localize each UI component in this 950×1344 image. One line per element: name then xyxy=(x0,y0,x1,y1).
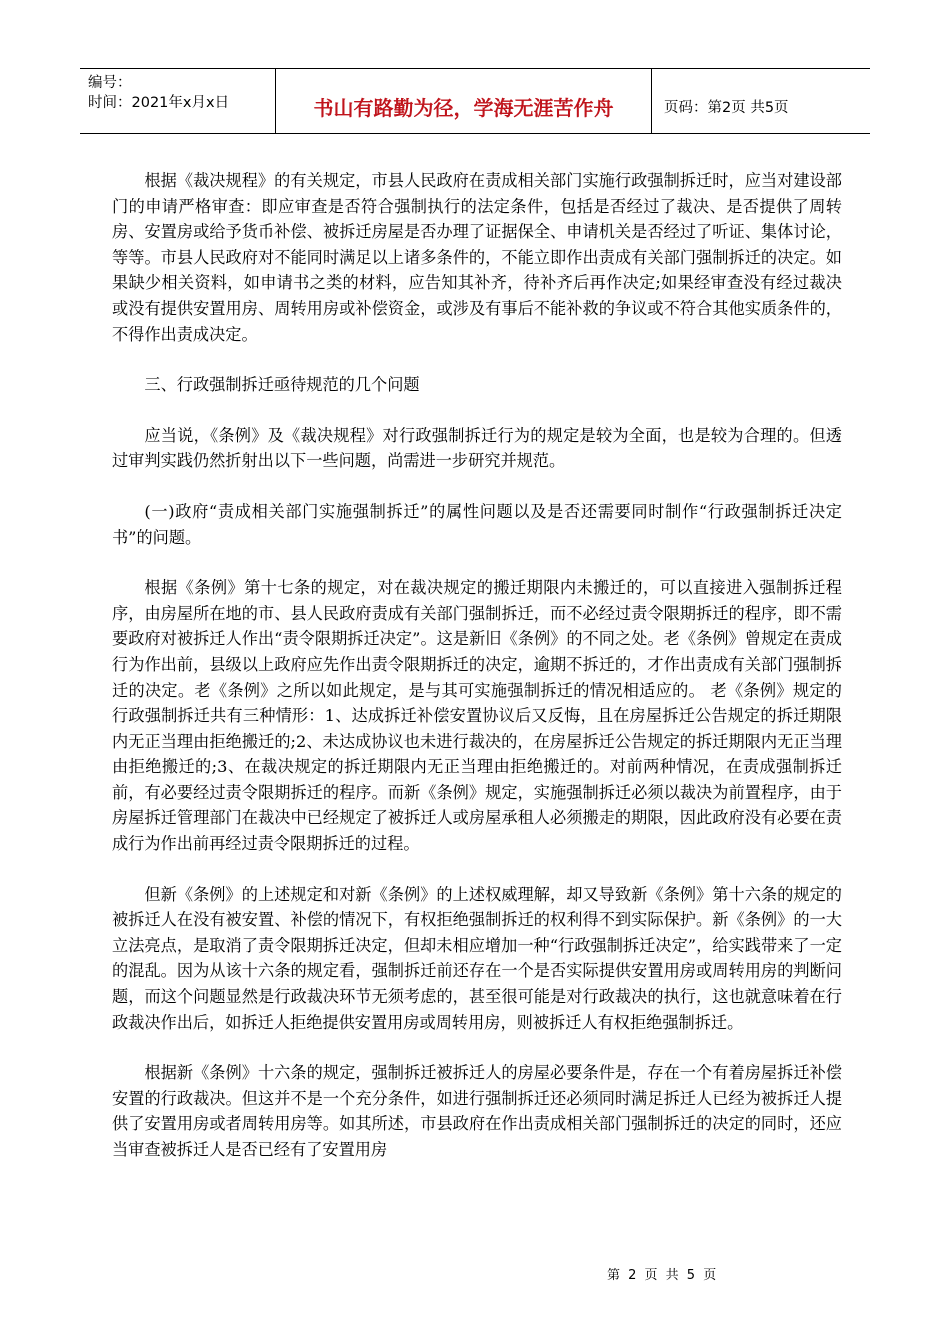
document-body xyxy=(112,168,842,1188)
document-number-label: 编号： xyxy=(88,75,132,91)
subsection-heading: (一)政府“责成相关部门实施强制拆迁”的属性问题以及是否还需要同时制作“行政强制拆迁决定书”的问题。 xyxy=(112,501,842,547)
section-heading: 三、行政强制拆迁亟待规范的几个问题 xyxy=(144,375,420,395)
body-paragraph: 根据《条例》第十七条的规定，对在裁决规定的搬迁期限内未搬迁的，可以直接进入强制拆迁程序，由房屋所在地的市、县人民政府责成有关部门强制拆迁，而不必经过责令限期拆迁的程序，即不需要政府对被拆迁人作出“责令限期拆迁决定”。这是新旧《条例》的不同之处。老《条例》曾规定在责成行为作出前，县级以上政府应先作出责令限期拆迁的决定，逾期不拆迁的，才作出责成有关部门强制拆迁的决定。老《条例》之所以如此规定，是与其可实施强制拆迁的情况相适应的。 老《条例》规定的行政强制拆迁共有三种情形：1、达成拆迁补偿安置协议后又反悔，且在房屋拆迁公告规定的拆迁期限内无正当理由拒绝搬迁的;2、未达成协议也未进行裁决的，在房屋拆迁公告规定的拆迁期限内无正当理由拒绝搬迁的;3、在裁决规定的拆迁期限内无正当理由拒绝搬迁的。对前两种情况，在责成强制拆迁前，有必要经过责令限期拆迁的程序。而新《条例》规定，实施强制拆迁必须以裁决为前置程序，由于房屋拆迁管理部门在裁决中已经规定了被拆迁人或房屋承租人必须搬走的期限，因此政府没有必要在责成行为作出前再经过责令限期拆迁的过程。 xyxy=(112,578,842,854)
body-paragraph: 根据新《条例》十六条的规定，强制拆迁被拆迁人的房屋必要条件是，存在一个有着房屋拆迁补偿安置的行政裁决。但这并不是一个充分条件，如进行强制拆迁还必须同时满足拆迁人已经为被拆迁人提供了安置用房或者周转用房等。如其所述，市县政府在作出责成相关部门强制拆迁的决定的同时，还应当审查被拆迁人是否已经有了安置用房 xyxy=(112,1063,842,1159)
header-page-info: 页码：第2页 共5页 xyxy=(664,99,789,116)
body-paragraph: 应当说，《条例》及《裁决规程》对行政强制拆迁行为的规定是较为全面，也是较为合理的。但透过审判实践仍然折射出以下一些问题，尚需进一步研究并规范。 xyxy=(112,425,842,471)
header-motto: 书山有路勤为径，学海无涯苦作舟 xyxy=(276,69,652,133)
document-time-label: 时间：2021年x月x日 xyxy=(88,95,230,111)
page-header xyxy=(80,68,870,134)
page-footer: 第 2 页 共 5 页 xyxy=(607,1268,719,1283)
body-paragraph: 但新《条例》的上述规定和对新《条例》的上述权威理解，却又导致新《条例》第十六条的规定的被拆迁人在没有被安置、补偿的情况下，有权拒绝强制拆迁的权利得不到实际保护。新《条例》的一大立法亮点，是取消了责令限期拆迁决定，但却未相应增加一种“行政强制拆迁决定”，给实践带来了一定的混乱。因为从该十六条的规定看，强制拆迁前还存在一个是否实际提供安置用房或周转用房的判断问题，而这个问题显然是行政裁决环节无须考虑的，甚至很可能是对行政裁决的执行，这也就意味着在行政裁决作出后，如拆迁人拒绝提供安置用房或周转用房，则被拆迁人有权拒绝强制拆迁。 xyxy=(112,884,842,1032)
body-paragraph: 根据《裁决规程》的有关规定，市县人民政府在责成相关部门实施行政强制拆迁时，应当对建设部门的申请严格审查：即应审查是否符合强制执行的法定条件，包括是否经过了裁决、是否提供了周转房、安置房或给予货币补偿、被拆迁房屋是否办理了证据保全、申请机关是否经过了听证、集体讨论，等等。市县人民政府对不能同时满足以上诸多条件的，不能立即作出责成有关部门强制拆迁的决定。如果缺少相关资料，如申请书之类的材料，应告知其补齐，待补齐后再作决定;如果经审查没有经过裁决或没有提供安置用房、周转用房或补偿资金，或涉及有事后不能补救的争议或不符合其他实质条件的，不得作出责成决定。 xyxy=(112,171,842,344)
header-meta xyxy=(80,69,276,133)
